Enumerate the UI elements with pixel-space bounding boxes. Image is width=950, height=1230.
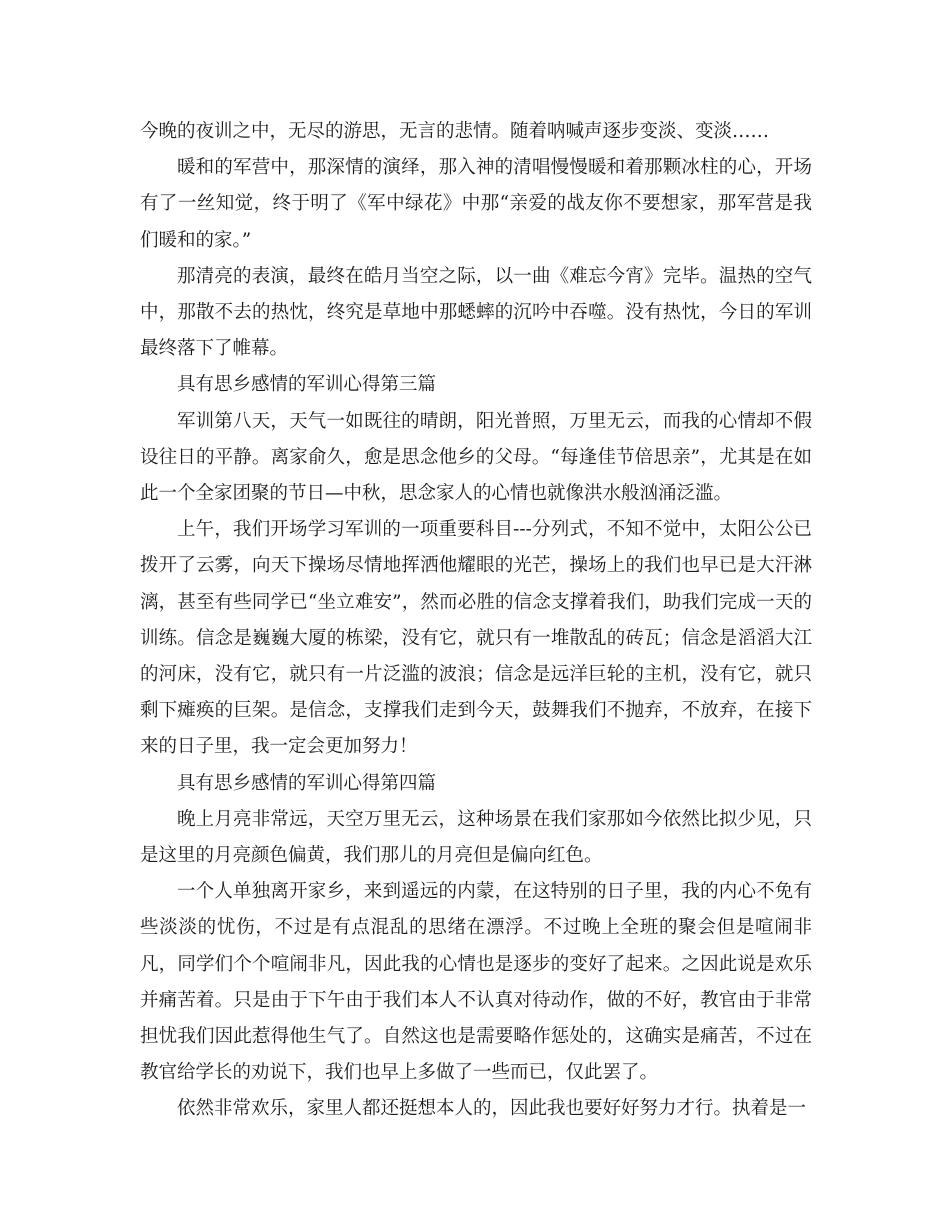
paragraph: 一个人单独离开家乡，来到遥远的内蒙，在这特别的日子里，我的内心不免有些淡淡的忧伤，不过是有点混乱的思绪在漂浮。不过晚上全班的聚会但是喧闹非凡，同学们个个喧闹非凡，因此我的心情也是逐步的变好了起来。之因此说是欢乐并痛苦着。只是由于下午由于我们本人不认真对待动作，做的不好，教官由于非常担忧我们因此惹得他生气了。自然这也是需要略作惩处的，这确实是痛苦，不过在教官给学长的劝说下，我们也早上多做了一些而已，仅此罢了。 <box>140 881 812 1084</box>
section-heading-fourth: 具有思乡感情的军训心得第四篇 <box>177 772 437 794</box>
paragraph: 上午，我们开场学习军训的一项重要科目---分列式，不知不觉中，太阳公公已拨开了云雾，向天下操场尽情地挥洒他耀眼的光芒，操场上的我们也早已是大汗淋漓，甚至有些同学已“坐立难安”，然而必胜的信念支撑着我们，助我们完成一天的训练。信念是巍巍大厦的栋梁，没有它，就只有一堆散乱的砖瓦；信念是滔滔大江的河床，没有它，就只有一片泛滥的波浪；信念是远洋巨轮的主机，没有它，就只剩下瘫痪的巨架。是信念，支撑我们走到今天，鼓舞我们不抛弃，不放弃，在接下来的日子里，我一定会更加努力！ <box>140 519 812 758</box>
paragraph: 晚上月亮非常远，天空万里无云，这种场景在我们家那如今依然比拟少见，只是这里的月亮颜色偏黄，我们那儿的月亮但是偏向红色。 <box>140 808 812 867</box>
paragraph-continuation: 今晚的夜训之中，无尽的游思，无言的悲情。随着呐喊声逐步变淡、变淡…… <box>140 121 770 142</box>
paragraph: 依然非常欢乐，家里人都还挺想本人的，因此我也要好好努力才行。执着是一 <box>177 1098 807 1120</box>
section-heading-third: 具有思乡感情的军训心得第三篇 <box>177 374 437 396</box>
document-body <box>140 114 812 1128</box>
paragraph: 军训第八天，天气一如既往的晴朗，阳光普照，万里无云，而我的心情却不假设往日的平静。离家俞久，愈是思念他乡的父母。“每逢佳节倍思亲”，尤其是在如此一个全家团聚的节日—中秋，思念家人的心情也就像洪水般汹涌泛滥。 <box>140 410 812 505</box>
paragraph: 暖和的军营中，那深情的演绎，那入神的清唱慢慢暖和着那颗冰柱的心，开场有了一丝知觉，终于明了《军中绿花》中那“亲爱的战友你不要想家，那军营是我们暖和的家。” <box>140 157 812 251</box>
paragraph: 那清亮的表演，最终在皓月当空之际，以一曲《难忘今宵》完毕。温热的空气中，那散不去的热忱，终究是草地中那蟋蟀的沉吟中吞噬。没有热忱，今日的军训最终落下了帷幕。 <box>140 265 812 360</box>
